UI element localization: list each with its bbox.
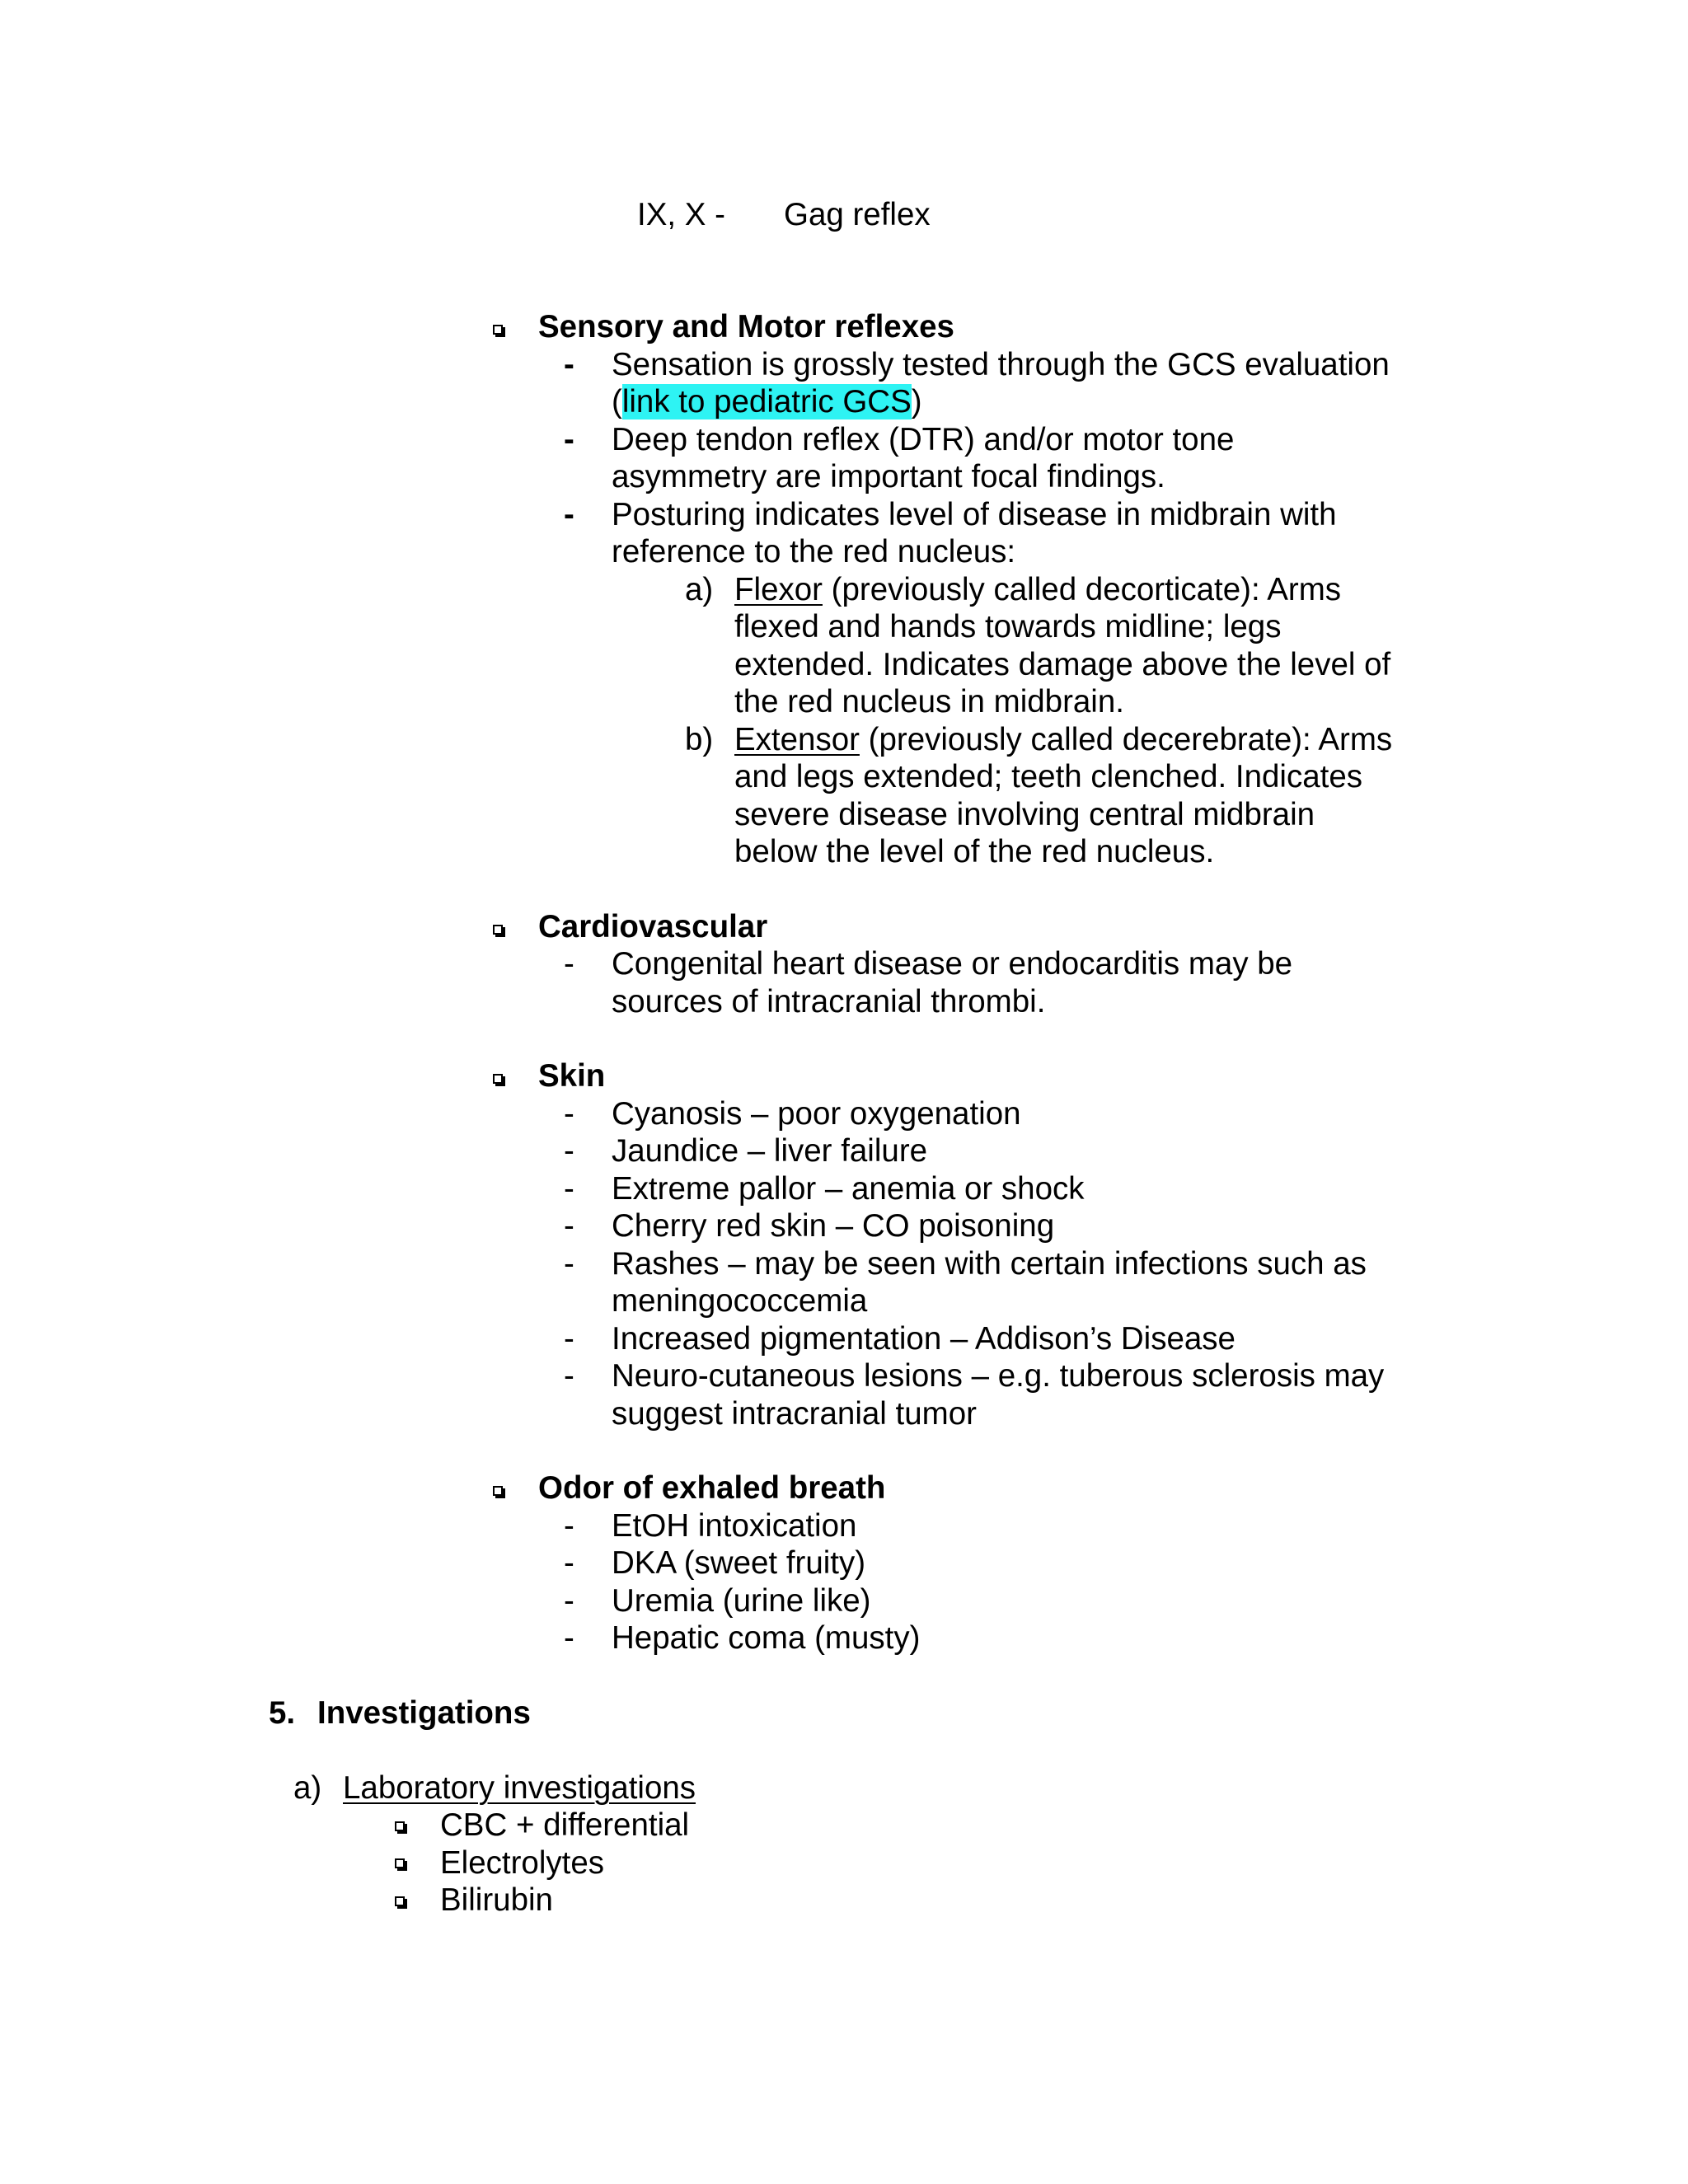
paren-open: ( [612, 384, 622, 419]
pediatric-gcs-link[interactable]: link to pediatric GCS [621, 384, 912, 419]
dash-bullet: - [564, 1321, 574, 1357]
odor-item-dka: DKA (sweet fruity) [612, 1545, 866, 1581]
odor-item-uremia: Uremia (urine like) [612, 1583, 871, 1619]
skin-item-rashes-line2: meningococcemia [612, 1283, 868, 1319]
extensor-line3: severe disease involving central midbrain [734, 797, 1315, 832]
lab-investigations-heading: Laboratory investigations [343, 1770, 696, 1806]
dash-bullet: - [564, 1358, 574, 1394]
dash-bullet: - [564, 1583, 574, 1619]
skin-item-cyanosis: Cyanosis – poor oxygenation [612, 1096, 1021, 1132]
cardio-text-line1: Congenital heart disease or endocarditis may be [612, 946, 1293, 982]
flexor-line1-rest: (previously called decorticate): Arms [822, 572, 1342, 607]
checkbox-bullet-icon [493, 925, 503, 935]
checkbox-bullet-icon [395, 1896, 405, 1906]
section-heading-sensory-motor: Sensory and Motor reflexes [538, 309, 954, 344]
extensor-line1-rest: (previously called decerebrate): Arms [859, 722, 1393, 757]
cranial-nerve-value: Gag reflex [784, 197, 931, 232]
checkbox-bullet-icon [493, 325, 503, 335]
lab-item-electrolytes: Electrolytes [440, 1845, 604, 1881]
extensor-marker: b) [685, 722, 714, 757]
dash-bullet: - [564, 1620, 574, 1656]
flexor-term: Flexor [734, 572, 823, 607]
cranial-nerve-label: IX, X - [637, 197, 725, 232]
flexor-line2: flexed and hands towards midline; legs [734, 609, 1282, 644]
skin-item-neuro-line2: suggest intracranial tumor [612, 1396, 977, 1432]
extensor-line4: below the level of the red nucleus. [734, 834, 1215, 869]
section-heading-skin: Skin [538, 1058, 606, 1094]
dash-bullet: - [564, 422, 574, 457]
dash-bullet: - [564, 1133, 574, 1169]
dash-bullet: - [564, 1508, 574, 1544]
skin-item-cherry-red: Cherry red skin – CO poisoning [612, 1208, 1055, 1244]
odor-item-hepatic: Hepatic coma (musty) [612, 1620, 921, 1656]
skin-item-jaundice: Jaundice – liver failure [612, 1133, 928, 1169]
lab-item-bilirubin: Bilirubin [440, 1882, 553, 1918]
section-heading-odor: Odor of exhaled breath [538, 1470, 886, 1506]
dtr-text-line1: Deep tendon reflex (DTR) and/or motor tone [612, 422, 1235, 457]
cardio-text-line2: sources of intracranial thrombi. [612, 984, 1046, 1019]
sensation-text: Sensation is grossly tested through the GCS evaluation [612, 347, 1390, 382]
dash-bullet: - [564, 1096, 574, 1132]
flexor-line4: the red nucleus in midbrain. [734, 684, 1124, 719]
checkbox-bullet-icon [395, 1858, 405, 1868]
dash-bullet: - [564, 1246, 574, 1282]
sensation-link-line [612, 383, 922, 421]
checkbox-bullet-icon [493, 1074, 503, 1084]
flexor-line3: extended. Indicates damage above the level of [734, 647, 1391, 682]
skin-item-pigmentation: Increased pigmentation – Addison’s Disease [612, 1321, 1236, 1357]
lab-investigations-marker: a) [293, 1770, 322, 1806]
paren-close: ) [911, 384, 922, 419]
posturing-text-line2: reference to the red nucleus: [612, 534, 1016, 569]
checkbox-bullet-icon [493, 1486, 503, 1496]
dash-bullet: - [564, 347, 574, 382]
dash-bullet: - [564, 946, 574, 982]
flexor-line1 [734, 571, 1341, 609]
flexor-marker: a) [685, 572, 714, 607]
checkbox-bullet-icon [395, 1821, 405, 1831]
dash-bullet: - [564, 1208, 574, 1244]
dash-bullet: - [564, 1545, 574, 1581]
skin-item-neuro-line1: Neuro-cutaneous lesions – e.g. tuberous sclerosis may [612, 1358, 1385, 1394]
section-heading-investigations: Investigations [317, 1695, 531, 1731]
odor-item-etoh: EtOH intoxication [612, 1508, 857, 1544]
posturing-text-line1: Posturing indicates level of disease in midbrain with [612, 497, 1337, 532]
extensor-line2: and legs extended; teeth clenched. Indicates [734, 759, 1362, 794]
skin-item-pallor: Extreme pallor – anemia or shock [612, 1171, 1085, 1207]
section-heading-cardiovascular: Cardiovascular [538, 909, 768, 944]
lab-item-cbc: CBC + differential [440, 1807, 690, 1843]
skin-item-rashes-line1: Rashes – may be seen with certain infections such as [612, 1246, 1367, 1282]
dtr-text-line2: asymmetry are important focal findings. [612, 459, 1165, 494]
dash-bullet: - [564, 497, 574, 532]
extensor-line1 [734, 721, 1392, 759]
section-number: 5. [269, 1695, 296, 1731]
dash-bullet: - [564, 1171, 574, 1207]
extensor-term: Extensor [734, 722, 860, 757]
